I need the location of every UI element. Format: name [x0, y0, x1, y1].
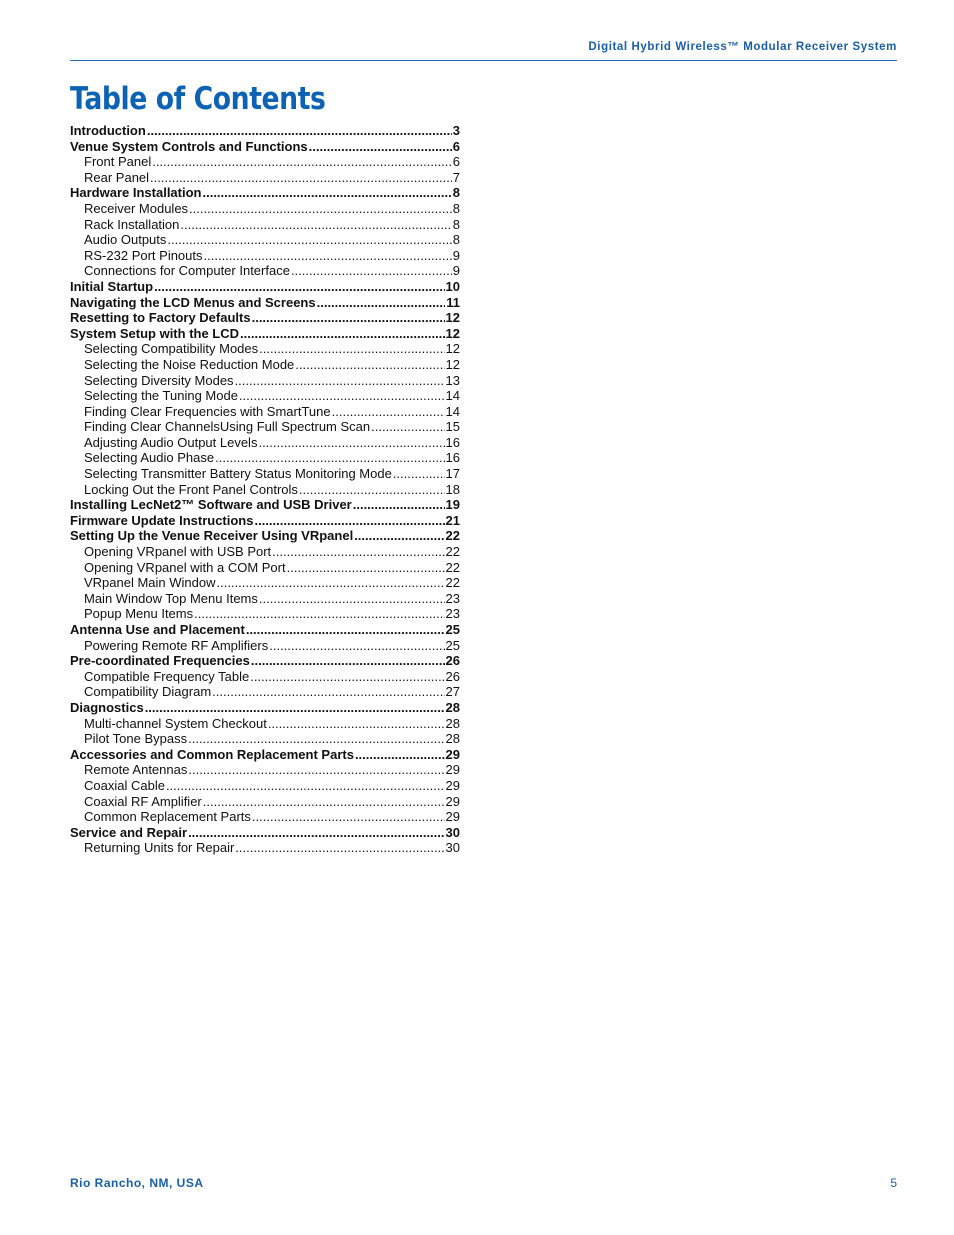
toc-dot-leader [194, 606, 444, 622]
toc-entry-label: Remote Antennas [84, 762, 188, 778]
toc-dot-leader [354, 528, 444, 544]
running-header: Digital Hybrid Wireless™ Modular Receiver System [588, 41, 897, 53]
toc-subsection-entry[interactable] [70, 341, 460, 357]
toc-entry-page: 29 [445, 762, 460, 778]
toc-subsection-entry[interactable] [70, 794, 460, 810]
toc-dot-leader [291, 263, 452, 279]
toc-dot-leader [188, 731, 444, 747]
toc-entry-label: Venue System Controls and Functions [70, 138, 308, 154]
toc-subsection-entry[interactable] [70, 419, 460, 435]
toc-subsection-entry[interactable] [70, 482, 460, 498]
toc-entry-label: Opening VRpanel with a COM Port [84, 559, 286, 575]
toc-dot-leader [166, 778, 445, 794]
toc-entry-label: Introduction [70, 123, 146, 138]
toc-section-entry[interactable] [70, 279, 460, 295]
toc-dot-leader [353, 497, 445, 513]
toc-entry-page: 10 [445, 278, 460, 294]
toc-entry-label: Common Replacement Parts [84, 809, 251, 825]
toc-entry-page: 22 [445, 528, 460, 544]
toc-entry-page: 6 [452, 154, 460, 170]
toc-section-entry[interactable] [70, 700, 460, 716]
toc-dot-leader [252, 809, 445, 825]
toc-entry-page: 28 [445, 699, 460, 715]
toc-entry-page: 29 [445, 793, 460, 809]
toc-subsection-entry[interactable] [70, 606, 460, 622]
toc-entry-label: Powering Remote RF Amplifiers [84, 637, 269, 653]
toc-section-entry[interactable] [70, 123, 460, 139]
toc-entry-label: Selecting Diversity Modes [84, 372, 234, 388]
toc-dot-leader [258, 435, 444, 451]
toc-entry-page: 8 [452, 232, 460, 248]
toc-entry-label: Diagnostics [70, 699, 144, 715]
toc-entry-label: Opening VRpanel with USB Port [84, 544, 272, 560]
toc-dot-leader [272, 544, 444, 560]
toc-entry-label: Rear Panel [84, 169, 150, 185]
toc-dot-leader [189, 201, 452, 217]
toc-entry-label: Finding Clear Frequencies with SmartTune [84, 403, 331, 419]
toc-section-entry[interactable] [70, 513, 460, 529]
toc-subsection-entry[interactable] [70, 232, 460, 248]
toc-subsection-entry[interactable] [70, 575, 460, 591]
toc-entry-page: 19 [445, 497, 460, 513]
toc-subsection-entry[interactable] [70, 716, 460, 732]
toc-entry-label: Connections for Computer Interface [84, 263, 290, 279]
toc-subsection-entry[interactable] [70, 466, 460, 482]
toc-dot-leader [254, 513, 444, 529]
toc-dot-leader [251, 653, 445, 669]
toc-entry-label: Hardware Installation [70, 185, 202, 201]
toc-entry-label: Firmware Update Instructions [70, 512, 254, 528]
toc-entry-label: Service and Repair [70, 824, 188, 840]
toc-dot-leader [188, 762, 444, 778]
toc-subsection-entry[interactable] [70, 404, 460, 420]
toc-subsection-entry[interactable] [70, 388, 460, 404]
toc-subsection-entry[interactable] [70, 840, 460, 856]
toc-dot-leader [269, 638, 444, 654]
toc-entry-label: Adjusting Audio Output Levels [84, 434, 258, 450]
toc-entry-label: Selecting the Noise Reduction Mode [84, 356, 295, 372]
toc-entry-page: 28 [445, 731, 460, 747]
toc-dot-leader [317, 295, 446, 311]
toc-entry-label: Coaxial RF Amplifier [84, 793, 202, 809]
toc-entry-page: 22 [445, 575, 460, 591]
toc-entry-label: Multi-channel System Checkout [84, 715, 267, 731]
toc-entry-label: Receiver Modules [84, 200, 189, 216]
toc-entry-label: Pre-coordinated Frequencies [70, 653, 250, 669]
toc-subsection-entry[interactable] [70, 263, 460, 279]
toc-entry-page: 25 [445, 637, 460, 653]
toc-entry-label: Front Panel [84, 154, 152, 170]
toc-section-entry[interactable] [70, 295, 460, 311]
toc-dot-leader [235, 840, 444, 856]
toc-entry-page: 26 [445, 653, 460, 669]
toc-entry-page: 17 [445, 466, 460, 482]
toc-entry-label: Installing LecNet2™ Software and USB Driver [70, 497, 352, 513]
toc-entry-label: System Setup with the LCD [70, 325, 240, 341]
toc-entry-page: 11 [446, 294, 460, 310]
toc-entry-page: 27 [445, 684, 460, 700]
toc-entry-page: 6 [452, 138, 460, 154]
toc-dot-leader [188, 825, 444, 841]
toc-dot-leader [152, 154, 452, 170]
toc-entry-page: 22 [445, 559, 460, 575]
toc-subsection-entry[interactable] [70, 248, 460, 264]
toc-dot-leader [150, 170, 452, 186]
toc-dot-leader [259, 591, 445, 607]
toc-subsection-entry[interactable] [70, 591, 460, 607]
toc-dot-leader [252, 310, 445, 326]
toc-dot-leader [235, 373, 445, 389]
toc-entry-label: Selecting Compatibility Modes [84, 341, 259, 357]
toc-entry-page: 21 [445, 512, 460, 528]
toc-section-entry[interactable] [70, 326, 460, 342]
toc-entry-page: 25 [445, 622, 460, 637]
toc-dot-leader [239, 388, 445, 404]
page-number: 5 [890, 1176, 897, 1190]
toc-entry-label: Antenna Use and Placement [70, 622, 245, 637]
toc-entry-label: Returning Units for Repair [84, 840, 235, 856]
toc-subsection-entry[interactable] [70, 762, 460, 778]
table-of-contents [70, 123, 460, 856]
toc-entry-label: VRpanel Main Window [84, 575, 216, 591]
toc-entry-label: Navigating the LCD Menus and Screens [70, 294, 316, 310]
toc-entry-label: Setting Up the Venue Receiver Using VRpanel [70, 528, 354, 544]
toc-entry-label: Resetting to Factory Defaults [70, 310, 251, 326]
toc-section-entry[interactable] [70, 825, 460, 841]
toc-dot-leader [355, 747, 445, 763]
toc-entry-page: 3 [452, 123, 460, 138]
toc-entry-page: 30 [445, 840, 460, 856]
toc-entry-label: RS-232 Port Pinouts [84, 247, 203, 263]
toc-section-entry[interactable] [70, 653, 460, 669]
toc-dot-leader [154, 279, 444, 295]
toc-dot-leader [180, 217, 451, 233]
toc-dot-leader [215, 450, 444, 466]
toc-subsection-entry[interactable] [70, 373, 460, 389]
toc-subsection-entry[interactable] [70, 684, 460, 700]
toc-dot-leader [295, 357, 444, 373]
toc-dot-leader [246, 622, 445, 638]
toc-entry-page: 30 [445, 824, 460, 840]
toc-section-entry[interactable] [70, 310, 460, 326]
toc-entry-page: 12 [445, 356, 460, 372]
toc-entry-label: Initial Startup [70, 278, 154, 294]
header-divider [70, 60, 897, 61]
toc-subsection-entry[interactable] [70, 778, 460, 794]
toc-entry-label: Popup Menu Items [84, 606, 194, 622]
toc-entry-page: 29 [445, 746, 460, 762]
toc-dot-leader [332, 404, 445, 420]
toc-subsection-entry[interactable] [70, 809, 460, 825]
toc-subsection-entry[interactable] [70, 357, 460, 373]
toc-dot-leader [371, 419, 444, 435]
toc-entry-page: 22 [445, 544, 460, 560]
toc-entry-label: Audio Outputs [84, 232, 167, 248]
toc-dot-leader [299, 482, 445, 498]
toc-section-entry[interactable] [70, 622, 460, 638]
toc-dot-leader [287, 560, 445, 576]
toc-dot-leader [259, 341, 444, 357]
toc-entry-page: 9 [452, 263, 460, 279]
toc-entry-page: 9 [452, 247, 460, 263]
toc-dot-leader [268, 716, 445, 732]
toc-entry-page: 23 [445, 606, 460, 622]
toc-entry-label: Accessories and Common Replacement Parts [70, 746, 354, 762]
toc-entry-page: 14 [445, 388, 460, 404]
toc-entry-label: Selecting Audio Phase [84, 450, 215, 466]
toc-dot-leader [250, 669, 444, 685]
toc-entry-page: 8 [452, 185, 460, 201]
toc-entry-label: Compatibility Diagram [84, 684, 212, 700]
toc-entry-page: 13 [445, 372, 460, 388]
toc-entry-label: Rack Installation [84, 216, 180, 232]
toc-section-entry[interactable] [70, 497, 460, 513]
toc-subsection-entry[interactable] [70, 217, 460, 233]
toc-subsection-entry[interactable] [70, 638, 460, 654]
toc-entry-page: 12 [445, 325, 460, 341]
toc-entry-page: 23 [445, 590, 460, 606]
page-title: Table of Contents [70, 81, 326, 117]
toc-dot-leader [212, 684, 444, 700]
toc-section-entry[interactable] [70, 528, 460, 544]
toc-dot-leader [167, 232, 451, 248]
toc-subsection-entry[interactable] [70, 170, 460, 186]
toc-entry-page: 29 [445, 809, 460, 825]
toc-entry-label: Locking Out the Front Panel Controls [84, 481, 298, 497]
toc-dot-leader [145, 700, 445, 716]
toc-entry-label: Main Window Top Menu Items [84, 590, 258, 606]
toc-entry-page: 8 [452, 216, 460, 232]
toc-section-entry[interactable] [70, 139, 460, 155]
toc-entry-page: 8 [452, 200, 460, 216]
toc-dot-leader [203, 794, 445, 810]
toc-entry-page: 12 [445, 310, 460, 326]
toc-entry-page: 15 [445, 419, 460, 435]
toc-entry-page: 28 [445, 715, 460, 731]
toc-dot-leader [309, 139, 452, 155]
toc-subsection-entry[interactable] [70, 435, 460, 451]
toc-entry-page: 7 [452, 169, 460, 185]
toc-subsection-entry[interactable] [70, 560, 460, 576]
toc-dot-leader [204, 248, 452, 264]
toc-subsection-entry[interactable] [70, 544, 460, 560]
toc-section-entry[interactable] [70, 747, 460, 763]
toc-entry-page: 26 [445, 668, 460, 684]
toc-entry-label: Compatible Frequency Table [84, 668, 250, 684]
toc-entry-label: Selecting Transmitter Battery Status Monitoring Mode [84, 466, 392, 482]
toc-entry-label: Finding Clear ChannelsUsing Full Spectrum Scan [84, 419, 371, 435]
toc-subsection-entry[interactable] [70, 669, 460, 685]
toc-entry-page: 16 [445, 450, 460, 466]
toc-dot-leader [202, 185, 451, 201]
toc-dot-leader [393, 466, 445, 482]
toc-entry-page: 18 [445, 481, 460, 497]
toc-section-entry[interactable] [70, 185, 460, 201]
toc-entry-page: 12 [445, 341, 460, 357]
toc-subsection-entry[interactable] [70, 450, 460, 466]
toc-entry-label: Coaxial Cable [84, 777, 165, 793]
toc-entry-label: Selecting the Tuning Mode [84, 388, 238, 404]
footer-location: Rio Rancho, NM, USA [70, 1176, 204, 1190]
toc-entry-label: Pilot Tone Bypass [84, 731, 188, 747]
toc-subsection-entry[interactable] [70, 154, 460, 170]
toc-dot-leader [217, 575, 445, 591]
toc-dot-leader [147, 123, 452, 139]
toc-subsection-entry[interactable] [70, 731, 460, 747]
toc-subsection-entry[interactable] [70, 201, 460, 217]
toc-entry-page: 29 [445, 777, 460, 793]
toc-entry-page: 14 [445, 403, 460, 419]
toc-dot-leader [240, 326, 445, 342]
toc-entry-page: 16 [445, 434, 460, 450]
